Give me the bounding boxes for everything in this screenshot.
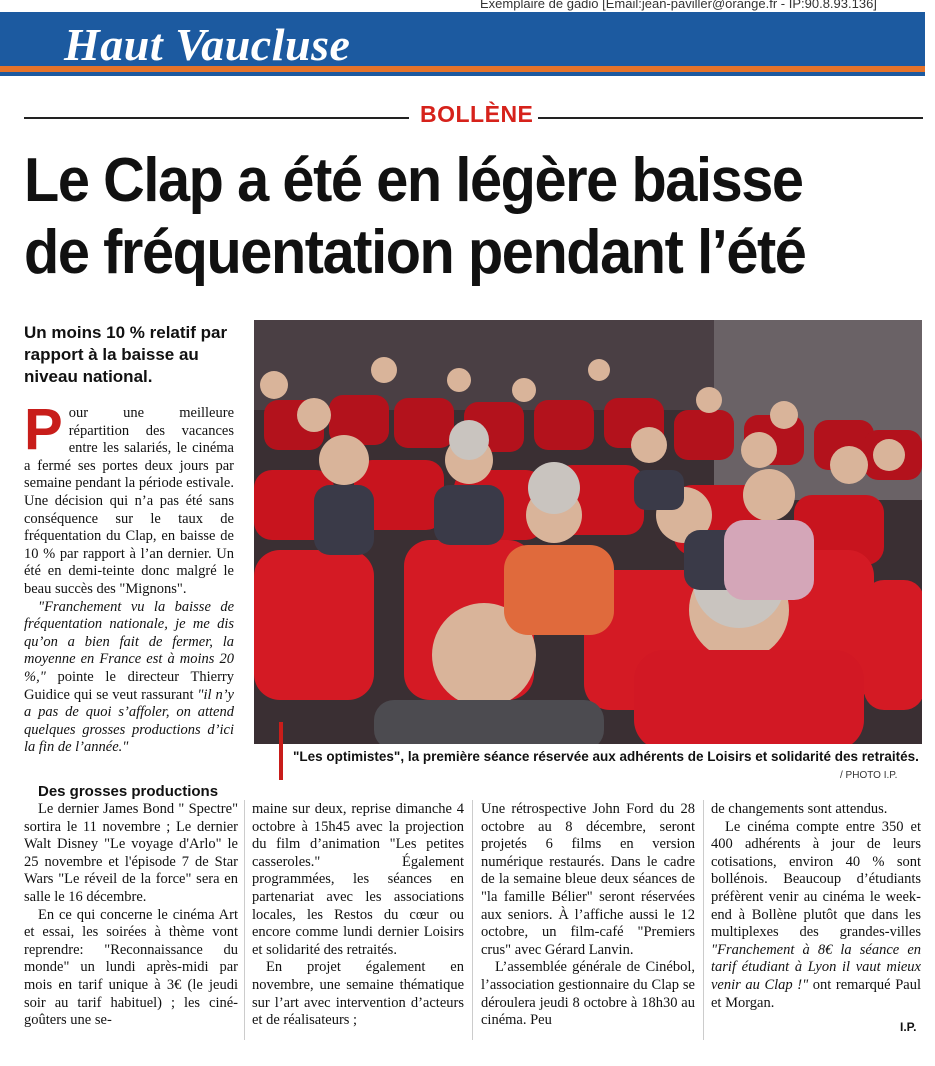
lead-column [24,397,234,757]
column-1-paragraph-2: En ce qui concerne le cinéma Art et essai, les soirées à thème vont reprendre: "Reconnaissance du monde" un lundi après-midi par mois en tarif unique à 3€ (le jeudi soir au tarif habituel) ; les ciné-goûters une se- [24,906,238,1029]
photo-credit: / PHOTO I.P. [840,770,898,781]
column-2-paragraph-2: En projet également en novembre, une semaine thématique sur l’art avec intervention d’acteurs et de réalisateurs ; [252,959,464,1029]
director-attribution: pointe le directeur Thierry Guidice qui se veut rassurant [24,668,234,703]
column-3-paragraph-1: Une rétrospective John Ford du 28 octobre au 8 décembre, seront projetés 6 films en version numérique restaurés. Dans le cadre de la semaine bleue deux séances de "la famille Bélier" seront réservées aux seniors. À l’affiche aussi le 12 octobre, un film-café "Premiers crus" avec Gérard Lanvin. [481,801,695,958]
rubric-label: BOLLÈNE [420,101,534,127]
rubric-rule-right [538,117,923,119]
column-divider [244,800,245,1040]
caption-accent-bar [279,722,283,780]
column-2-paragraph-1: maine sur deux, reprise dimanche 4 octobre à 15h45 avec la projection du film d’animation "Les petites casseroles." Également programmées, les séances en partenariat avec les associations locales, les Restos du cœur ou encore comme lundi dernier Loisirs et solidarité des retraités. [252,801,464,958]
column-3-paragraph-2: L’assemblée générale de Cinébol, l’association gestionnaire du Clap se déroulera jeudi 8 octobre à 18h30 au cinéma. Peu [481,959,695,1029]
director-quote-2: "il n’y a pas de quoi s’affoler, on attend quelques grosses productions d’ici la fin de l’année." [24,686,234,756]
article-photo [254,320,922,744]
column-1-paragraph-1: Le dernier James Bond " Spectre" sortira le 11 novembre ; Le dernier Walt Disney "Le voyage d'Arlo" le 25 novembre et l'épisode 7 de Star Wars "Le réveil de la force" sera en salle le 16 décembre. [24,801,238,905]
students-quote: "Franchement à 8€ la séance en tarif étudiant à Lyon il vaut mieux venir au Clap !" [711,941,921,993]
article-standfirst: Un moins 10 % relatif par rapport à la baisse au niveau national. [24,323,228,386]
column-divider [472,800,473,1040]
column-4-paragraph-1: de changements sont attendus. [711,801,888,817]
column-4-paragraph-2: Le cinéma compte entre 350 et 400 adhérents à jour de leurs cotisations, environ 40 % sont bollénois. Beaucoup d’étudiants préfèrent venir au cinéma le week-end à Bollène plutôt que dans les multiplexes des grandes-villes [711,818,921,941]
rubric-rule-left [24,117,409,119]
column-1 [24,801,238,1030]
column-2 [252,801,464,1030]
article-headline: Le Clap a été en légère baisse de fréquentation pendant l’été [24,146,806,287]
article-subhead: Des grosses productions [38,783,219,800]
author-signature: I.P. [900,1020,917,1034]
lead-paragraph: our une meilleure répartition des vacances entre les salariés, le cinéma a fermé ses portes deux jours par semaine pendant la période estivale. Une décision qui n’a pas été sans conséquence sur le taux de fréquentation du Clap, en baisse de 10 % par rapport à l’an dernier. Un été en demi-teinte donc malgré le beau succès des "Mignons". [24,405,234,597]
column-divider [703,800,704,1040]
section-title: Haut Vaucluse [64,19,351,70]
director-quote: "Franchement vu la baisse de fréquentation nationale, je me dis qu’on a bien fait de fermer, la moyenne en France est à moins 20 %," [24,598,234,685]
column-3 [481,801,695,1030]
photo-caption: "Les optimistes", la première séance réservée aux adhérents de Loisirs et solidarité des retraités. [293,749,919,764]
drop-cap: P [24,397,63,462]
watermark-strip: Exemplaire de gadio [Email:jean-paviller@orange.fr - IP:90.8.93.136] [480,0,877,11]
column-4 [711,801,921,1012]
students-attribution: ont remarqué Paul et Morgan. [711,976,921,1011]
